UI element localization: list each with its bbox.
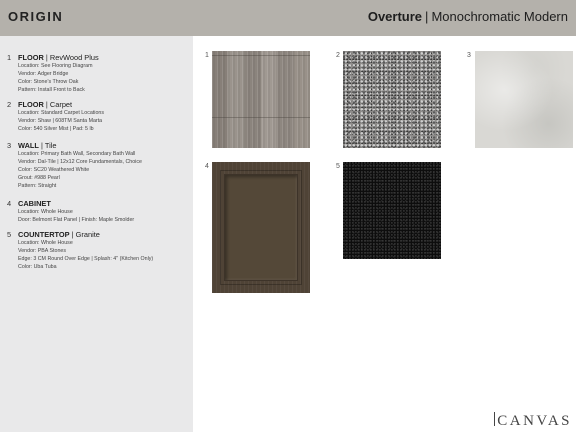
item-number: 5 bbox=[7, 230, 12, 239]
collection-name: Overture bbox=[367, 9, 423, 24]
swatch-number: 2 bbox=[336, 52, 340, 59]
swatch-number: 3 bbox=[467, 52, 471, 59]
swatch-wood-floor bbox=[212, 51, 310, 148]
item-detail: Grout: #988 Pearl bbox=[18, 175, 60, 181]
item-number: 4 bbox=[7, 199, 12, 208]
item-product: RevWood Plus bbox=[49, 53, 99, 62]
spec-sidebar bbox=[0, 36, 193, 432]
canvas-logo bbox=[494, 412, 572, 430]
item-separator: | bbox=[43, 53, 50, 62]
item-title bbox=[18, 141, 56, 150]
swatch-number: 1 bbox=[205, 52, 209, 59]
item-detail: Color: Stone's Throw Oak bbox=[18, 79, 79, 85]
item-detail: Location: Primary Bath Wall, Secondary Bath Wall bbox=[18, 151, 136, 157]
item-product: Carpet bbox=[49, 100, 73, 109]
item-detail: Color: 540 Silver Mist | Pad: 5 lb bbox=[18, 126, 94, 132]
collection-title bbox=[368, 9, 568, 24]
item-category: FLOOR bbox=[18, 53, 44, 62]
item-detail: Edge: 3 CM Round Over Edge | Splash: 4" (Kitchen Only) bbox=[18, 256, 154, 262]
item-number: 2 bbox=[7, 100, 12, 109]
item-title bbox=[18, 53, 99, 62]
item-detail: Location: See Flooring Diagram bbox=[18, 63, 93, 69]
swatch-cabinet-door bbox=[212, 162, 310, 293]
item-number: 1 bbox=[7, 53, 12, 62]
item-detail: Color: Uba Tuba bbox=[18, 264, 57, 270]
item-title bbox=[18, 199, 51, 208]
item-separator: | bbox=[69, 230, 76, 239]
item-detail: Location: Standard Carpet Locations bbox=[18, 110, 104, 116]
item-product: Tile bbox=[44, 141, 57, 150]
swatch-granite bbox=[343, 162, 441, 259]
item-separator: | bbox=[38, 141, 45, 150]
item-title bbox=[18, 100, 72, 109]
swatch-number: 4 bbox=[205, 163, 209, 170]
item-detail: Vendor: Dal-Tile | 12x12 Core Fundamentals, Choice bbox=[18, 159, 142, 165]
item-category: FLOOR bbox=[18, 100, 44, 109]
item-detail: Location: Whole House bbox=[18, 240, 73, 246]
swatch-carpet bbox=[343, 51, 441, 148]
item-number: 3 bbox=[7, 141, 12, 150]
title-separator: | bbox=[425, 9, 429, 24]
item-category: CABINET bbox=[18, 199, 51, 208]
item-product: Granite bbox=[75, 230, 100, 239]
item-detail: Pattern: Install Front to Back bbox=[18, 87, 85, 93]
swatch-wall-tile bbox=[475, 51, 573, 148]
header-bar bbox=[0, 0, 576, 36]
item-detail: Location: Whole House bbox=[18, 209, 73, 215]
item-separator: | bbox=[43, 100, 50, 109]
swatch-number: 5 bbox=[336, 163, 340, 170]
item-detail: Vendor: Shaw | 608TM Santa Marta bbox=[18, 118, 103, 124]
item-title bbox=[18, 230, 100, 239]
logo-bar bbox=[494, 412, 495, 426]
item-detail: Door: Belmont Flat Panel | Finish: Maple Smolder bbox=[18, 217, 135, 223]
item-detail: Vendor: Adger Bridge bbox=[18, 71, 69, 77]
item-detail: Vendor: PBA Stones bbox=[18, 248, 67, 254]
brand-title: ORIGIN bbox=[8, 9, 64, 24]
item-detail: Pattern: Straight bbox=[18, 183, 57, 189]
item-category: WALL bbox=[18, 141, 39, 150]
logo-text: CANVAS bbox=[497, 413, 572, 429]
cabinet-panel bbox=[224, 174, 298, 281]
item-category: COUNTERTOP bbox=[18, 230, 70, 239]
item-detail: Color: SC20 Weathered White bbox=[18, 167, 90, 173]
scheme-name: Monochromatic Modern bbox=[431, 9, 568, 24]
